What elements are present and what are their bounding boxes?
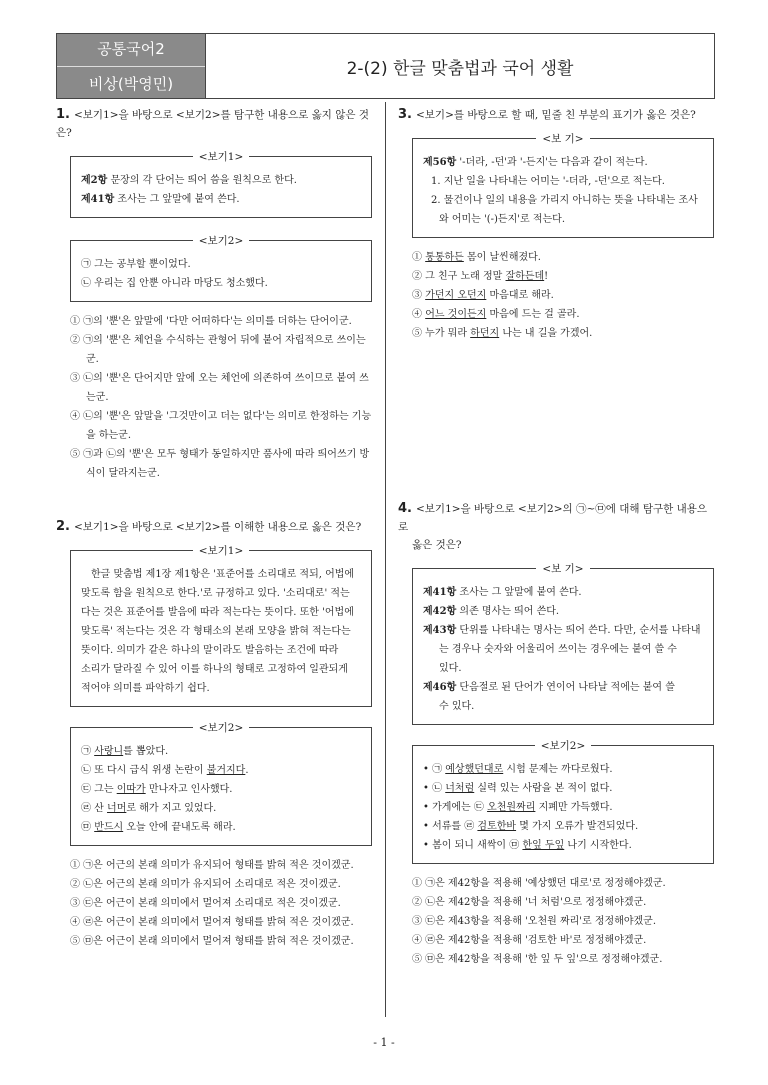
option-5[interactable]: ⑤ ㉤은 어근이 본래 의미에서 멀어져 형태를 밝혀 적은 것이겠군.: [70, 936, 354, 947]
box-line: 있다.: [439, 663, 462, 674]
box-line: 제42항 의존 명사는 띄어 쓴다.: [423, 606, 560, 617]
option-2[interactable]: ② ㉠의 '뿐'은 체언을 수식하는 관형어 뒤에 붙어 자립적으로 쓰이는군.: [70, 335, 366, 365]
question-stem: <보기>를 바탕으로 할 때, 밑줄 친 부분의 표기가 옳은 것은?: [415, 109, 696, 121]
question-2: [56, 518, 372, 951]
question-number: 2.: [56, 519, 70, 534]
box-line: 2. 물건이나 일의 내용을 가리지 아니하는 뜻을 나타내는 조사: [431, 195, 698, 206]
question-stem: <보기1>을 바탕으로 <보기2>를 이해한 내용으로 옳은 것은?: [73, 521, 362, 533]
box-line: 제46항 단음절로 된 단어가 연이어 나타날 적에는 붙여 쓸: [423, 682, 675, 693]
question-number: 1.: [56, 107, 70, 122]
question-3: [398, 106, 714, 343]
publisher-label: 비상(박영민): [88, 74, 174, 93]
box-line: ㉡ 또 다시 급식 위생 논란이 불거지다.: [81, 765, 249, 776]
box-line: 제2항 문장의 각 단어는 띄어 씀을 원칙으로 한다.: [81, 175, 297, 186]
box-line: ㉡ 우리는 집 안뿐 아니라 마당도 청소했다.: [81, 278, 268, 289]
question-stem: <보기1>을 바탕으로 <보기2>를 탐구한 내용으로 옳지 않은 것은?: [56, 109, 370, 139]
option-1[interactable]: ① 통통하든 몸이 날씬해졌다.: [412, 252, 541, 263]
question-1: [56, 106, 372, 483]
box-line: 제43항 단위를 나타내는 명사는 띄어 쓴다. 다만, 순서를 나타내: [423, 625, 701, 636]
option-1[interactable]: ① ㉠의 '뿐'은 앞말에 '다만 어떠하다'는 의미를 더하는 단어이군.: [70, 316, 352, 327]
option-4[interactable]: ④ ㉣은 제42항을 적용해 '검토한 바'로 정정해야겠군.: [412, 935, 647, 946]
options: [412, 874, 714, 969]
question-stem-cont: 옳은 것은?: [412, 539, 462, 551]
box-line: • ㉠ 예상했던대로 시험 문제는 까다로웠다.: [423, 760, 703, 779]
question-4: [398, 500, 714, 969]
question-number: 4.: [398, 501, 412, 516]
bogi1-box: [412, 563, 714, 725]
option-5[interactable]: ⑤ ㉠과 ㉡의 '뿐'은 모두 형태가 동일하지만 품사에 따라 띄어쓰기 방식이 달라지는군.: [70, 449, 370, 479]
box-line: • ㉡ 너처럼 실력 있는 사람을 본 적이 없다.: [423, 779, 703, 798]
option-1[interactable]: ① ㉠은 어근의 본래 의미가 유지되어 형태를 밝혀 적은 것이겠군.: [70, 860, 354, 871]
box-line: ㉣ 산 너머로 해가 지고 있었다.: [81, 803, 217, 814]
subject-block: [57, 34, 206, 98]
box-line: ㉤ 반드시 오늘 안에 끝내도록 해라.: [81, 822, 236, 833]
page-header: [56, 33, 715, 99]
box-line: 맞도록 함을 원칙으로 한다.'로 규정하고 있다. '소리대로' 적는: [81, 588, 350, 599]
box-line: 한글 맞춤법 제1장 제1항은 '표준어를 소리대로 적되, 어법에: [91, 569, 355, 580]
option-2[interactable]: ② ㉡은 제42항을 적용해 '너 처럼'으로 정정해야겠군.: [412, 897, 647, 908]
options: [70, 856, 372, 951]
box-line: 다는 것은 표준어를 발음에 따라 적는다는 뜻이다. 또한 '어법에: [81, 607, 354, 618]
box-title: <보 기>: [536, 133, 589, 145]
box-line: 는 경우나 숫자와 어울리어 쓰이는 경우에는 붙여 쓸 수: [439, 644, 677, 655]
box-line: 제41항 조사는 그 앞말에 붙여 쓴다.: [81, 194, 240, 205]
bogi2-box: [70, 235, 372, 302]
option-3[interactable]: ③ ㉡의 '뿐'은 단어지만 앞에 오는 체언에 의존하여 쓰이므로 붙여 쓰는군.: [70, 373, 369, 403]
option-3[interactable]: ③ ㉢은 제43항을 적용해 '오천원 짜리'로 정정해야겠군.: [412, 916, 657, 927]
box-line: ㉢ 그는 이따가 만나자고 인사했다.: [81, 784, 233, 795]
option-4[interactable]: ④ ㉣은 어근이 본래 의미에서 멀어져 형태를 밝혀 적은 것이겠군.: [70, 917, 354, 928]
page-title: 2-(2) 한글 맞춤법과 국어 생활: [346, 58, 574, 79]
box-line: • 서류를 ㉣ 검토한바 몇 가지 오류가 발견되었다.: [423, 817, 703, 836]
box-title: <보기2>: [535, 740, 592, 752]
question-stem: <보기1>을 바탕으로 <보기2>의 ㉠~㉤에 대해 탐구한 내용으로: [398, 503, 708, 533]
box-line: ㉠ 사랑니를 뽑았다.: [81, 746, 169, 757]
option-5[interactable]: ⑤ ㉤은 제42항을 적용해 '한 잎 두 잎'으로 정정해야겠군.: [412, 954, 663, 965]
option-1[interactable]: ① ㉠은 제42항을 적용해 '예상했던 대로'로 정정해야겠군.: [412, 878, 666, 889]
box-line: • 봄이 되니 새싹이 ㉤ 한잎 두잎 나기 시작한다.: [423, 836, 703, 855]
option-2[interactable]: ② ㉡은 어근의 본래 의미가 유지되어 소리대로 적은 것이겠군.: [70, 879, 341, 890]
option-5[interactable]: ⑤ 누가 뭐라 하던지 나는 내 길을 가겠어.: [412, 328, 593, 339]
option-4[interactable]: ④ ㉡의 '뿐'은 앞말을 '그것만이고 더는 없다'는 의미로 한정하는 기능을 하는군.: [70, 411, 372, 441]
box-title: <보 기>: [536, 563, 589, 575]
box-title: <보기2>: [193, 235, 250, 247]
box-line: 적어야 의미를 파악하기 쉽다.: [81, 683, 210, 694]
option-2[interactable]: ② 그 친구 노래 정말 잘하든데!: [412, 271, 549, 282]
page-number: - 1 -: [373, 1036, 395, 1049]
subject-label: 공통국어2: [57, 38, 205, 67]
option-3[interactable]: ③ 가던지 오던지 마음대로 해라.: [412, 290, 554, 301]
box-line: 맞도록' 적는다는 것은 각 형태소의 본래 모양을 밝혀 적는다는: [81, 626, 351, 637]
question-number: 3.: [398, 107, 412, 122]
box-title: <보기1>: [193, 151, 250, 163]
bogi-box: [412, 133, 714, 238]
box-line: 제41항 조사는 그 앞말에 붙여 쓴다.: [423, 587, 582, 598]
box-line: 소리가 달라질 수 있어 이를 하나의 형태로 고정하여 일관되게: [81, 664, 348, 675]
box-title: <보기2>: [193, 722, 250, 734]
box-line: ㉠ 그는 공부할 뿐이었다.: [81, 259, 191, 270]
option-3[interactable]: ③ ㉢은 어근이 본래 의미에서 멀어져 소리대로 적은 것이겠군.: [70, 898, 341, 909]
bogi1-box: [70, 545, 372, 707]
bogi1-box: [70, 151, 372, 218]
box-line: 제56항 '-더라, -던'과 '-든지'는 다음과 같이 적는다.: [423, 157, 648, 168]
box-title: <보기1>: [193, 545, 250, 557]
box-line: 뜻이다. 의미가 같은 하나의 말이라도 발음하는 조건에 따라: [81, 645, 339, 656]
box-line: 수 있다.: [439, 701, 475, 712]
bogi2-box: [70, 722, 372, 846]
options: [412, 248, 714, 343]
bogi2-box: [412, 740, 714, 864]
box-line: 1. 지난 일을 나타내는 어미는 '-더라, -던'으로 적는다.: [431, 176, 665, 187]
options: [70, 312, 372, 483]
column-divider: [385, 102, 386, 1017]
option-4[interactable]: ④ 어느 것이든지 마음에 드는 걸 골라.: [412, 309, 580, 320]
box-line: • 가게에는 ㉢ 오천원짜리 지폐만 가득했다.: [423, 798, 703, 817]
box-line: 와 어미는 '(-)든지'로 적는다.: [439, 214, 565, 225]
